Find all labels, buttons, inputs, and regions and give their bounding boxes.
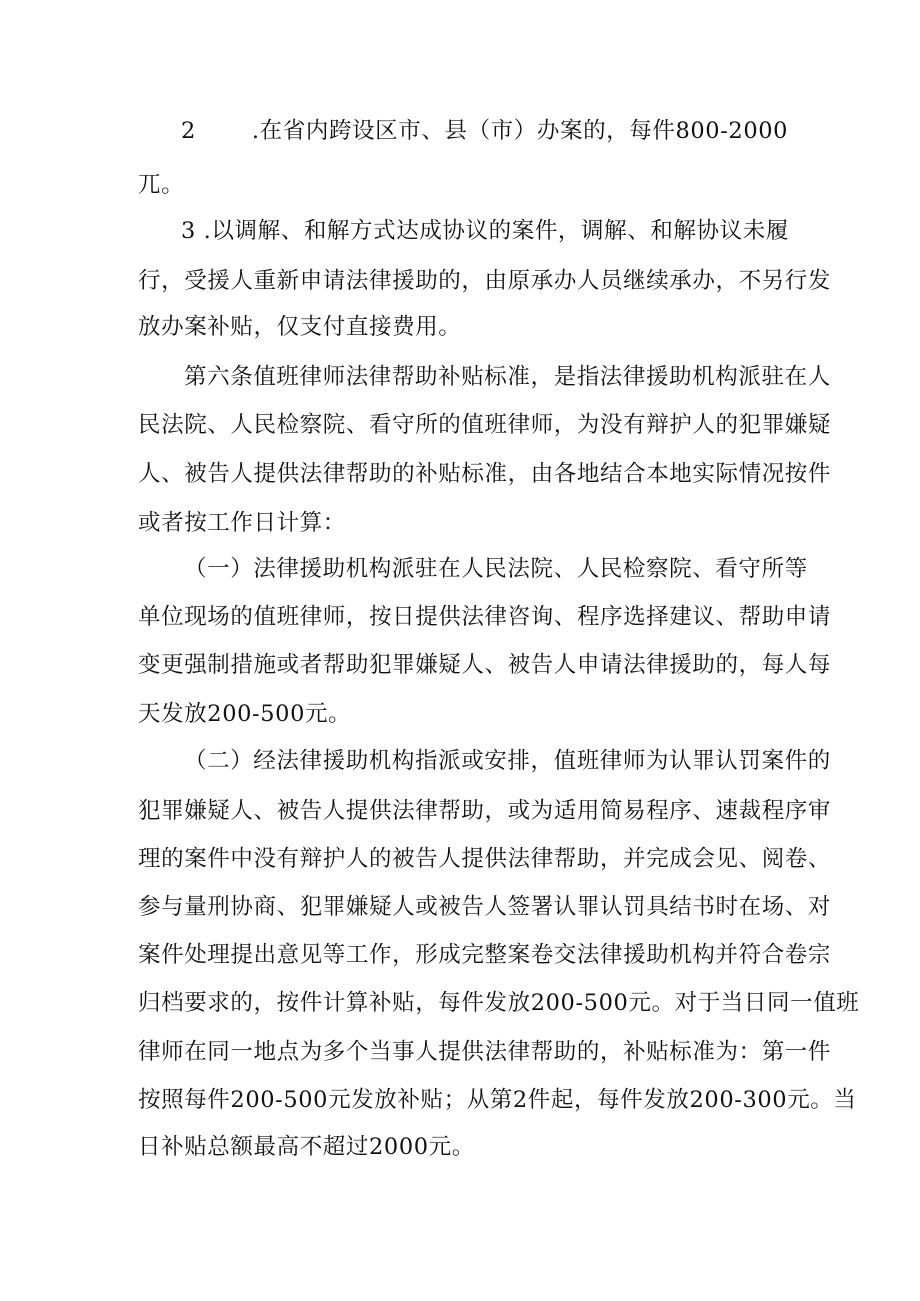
clause-2-line-4: 参与量刑协商、犯罪嫌疑人或被告人签署认罪认罚具结书时在场、对 bbox=[138, 894, 832, 920]
clause-2-line-6: 归档要求的，按件计算补贴，每件发放200-500元。对于当日同一值班 bbox=[138, 990, 860, 1016]
article-6-line-1: 第六条值班律师法律帮助补贴标准，是指法律援助机构派驻在人 bbox=[184, 364, 831, 390]
clause-1-line-2: 单位现场的值班律师，按日提供法律咨询、程序选择建议、帮助申请 bbox=[138, 604, 832, 630]
clause-2-line-8: 按照每件200-500元发放补贴；从第2件起，每件发放200-300元。当 bbox=[138, 1087, 857, 1113]
clause-1-line-4: 天发放200-500元。 bbox=[138, 701, 352, 727]
clause-2-line-9: 日补贴总额最高不超过2000元。 bbox=[138, 1134, 475, 1160]
article-6-line-3: 人、被告人提供法律帮助的补贴标准，由各地结合本地实际情况按件 bbox=[138, 461, 832, 487]
clause-2-line-7: 律师在同一地点为多个当事人提供法律帮助的，补贴标准为：第一件 bbox=[138, 1039, 832, 1065]
item-3-line-3: 放办案补贴，仅支付直接费用。 bbox=[138, 314, 462, 340]
item-3-line-2: 行，受援人重新申请法律援助的，由原承办人员继续承办，不另行发 bbox=[138, 268, 832, 294]
article-6-line-2: 民法院、人民检察院、看守所的值班律师，为没有辩护人的犯罪嫌疑 bbox=[138, 412, 832, 438]
clause-2-line-1: （二）经法律援助机构指派或安排，值班律师为认罪认罚案件的 bbox=[184, 748, 831, 774]
item-2-line-2: 兀。 bbox=[138, 172, 185, 198]
item-2-line-1 bbox=[181, 120, 788, 143]
item-2-number: 2 bbox=[181, 118, 196, 144]
clause-1-line-3: 变更强制措施或者帮助犯罪嫌疑人、被告人申请法律援助的，每人每 bbox=[138, 652, 832, 678]
item-2-text: .在省内跨设区市、县（市）办案的，每件800-2000 bbox=[251, 118, 789, 144]
item-3-line-1: 3 .以调解、和解方式达成协议的案件，调解、和解协议未履 bbox=[181, 218, 789, 244]
clause-2-line-2: 犯罪嫌疑人、被告人提供法律帮助，或为适用简易程序、速裁程序审 bbox=[138, 798, 832, 824]
article-6-line-4: 或者按工作日计算： bbox=[138, 510, 346, 536]
clause-1-line-1: （一）法律援助机构派驻在人民法院、人民检察院、看守所等 bbox=[184, 556, 808, 582]
clause-2-line-3: 理的案件中没有辩护人的被告人提供法律帮助，并完成会见、阅卷、 bbox=[138, 846, 832, 872]
clause-2-line-5: 案件处理提出意见等工作，形成完整案卷交法律援助机构并符合卷宗 bbox=[138, 942, 832, 968]
